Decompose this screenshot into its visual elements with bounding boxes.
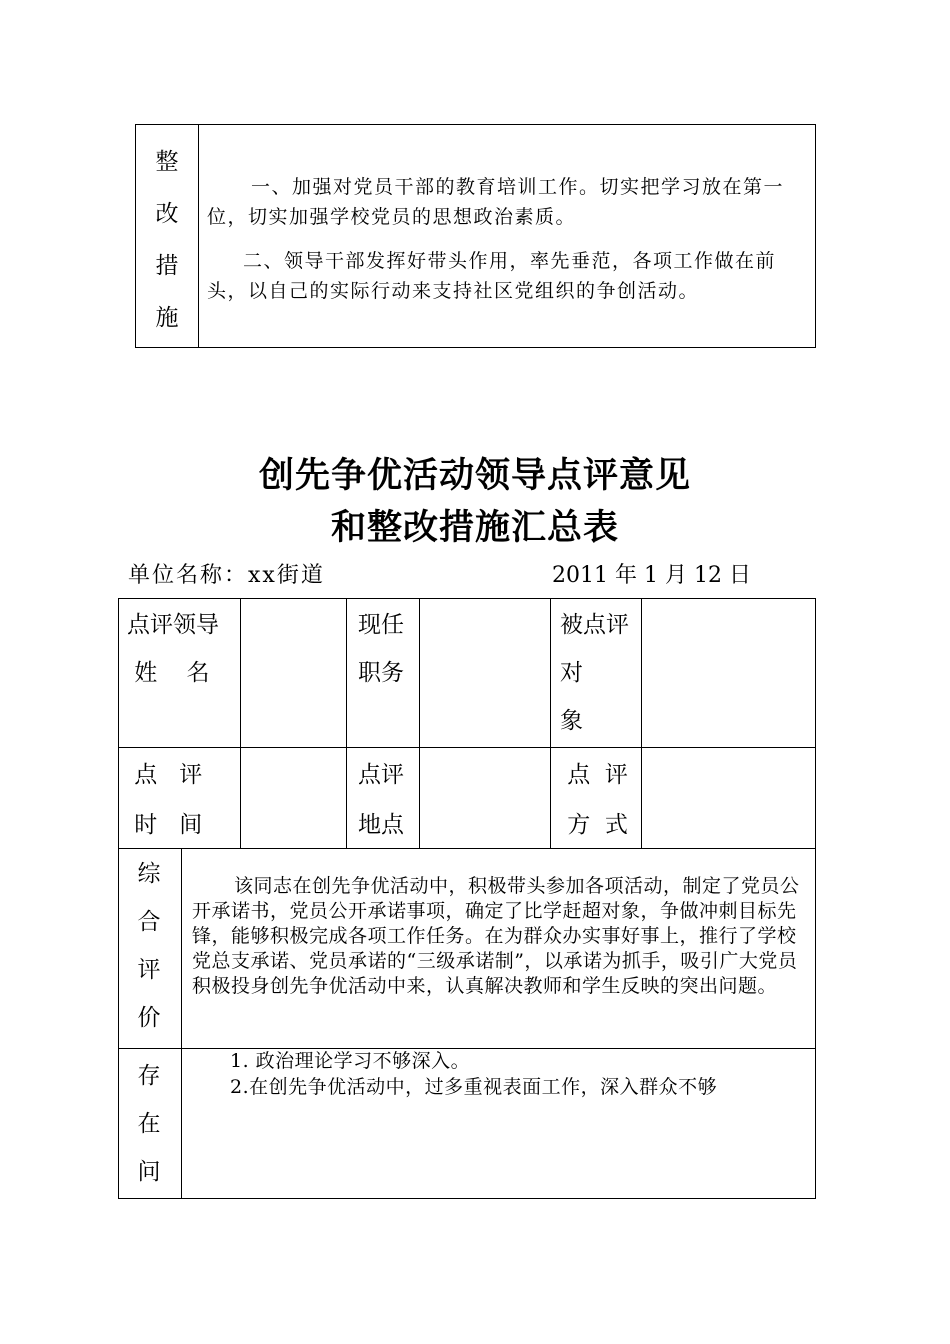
label-line: 对 bbox=[560, 660, 583, 686]
label-line: 点 评 bbox=[127, 762, 203, 788]
measures-paragraph-2: 二、领导干部发挥好带头作用，率先垂范，各项工作做在前头，以自己的实际行动来支持社区党组织的争创活动。 bbox=[207, 250, 777, 302]
problems-label bbox=[129, 1052, 169, 1196]
problems-label-char: 存 bbox=[137, 1063, 161, 1089]
measures-label-char: 施 bbox=[155, 305, 179, 331]
label-line: 职务 bbox=[358, 660, 404, 686]
form-col-divider bbox=[419, 598, 420, 848]
leader-name-label bbox=[127, 601, 219, 697]
problem-item-2: 2.在创先争优活动中，过多重视表面工作，深入群众不够 bbox=[230, 1076, 718, 1098]
measures-divider bbox=[198, 124, 199, 348]
report-date: 2011 年 1 月 12 日 bbox=[552, 563, 751, 588]
evaluation-label-char: 合 bbox=[137, 909, 161, 935]
measures-label-char: 措 bbox=[155, 253, 179, 279]
evaluation-label-char: 评 bbox=[137, 957, 161, 983]
review-place-label bbox=[358, 750, 404, 850]
label-line: 姓 名 bbox=[127, 660, 210, 686]
measures-label bbox=[147, 136, 187, 344]
label-line: 时 间 bbox=[127, 812, 203, 838]
label-line: 点 评 bbox=[560, 762, 628, 788]
measures-table bbox=[135, 124, 816, 348]
evaluation-label-char: 价 bbox=[137, 1005, 161, 1031]
position-label bbox=[358, 601, 404, 697]
form-row-divider bbox=[118, 848, 816, 849]
measures-label-char: 整 bbox=[155, 149, 179, 175]
label-line: 点评 bbox=[358, 762, 404, 788]
label-line: 被点评 bbox=[560, 612, 629, 638]
reviewee-label bbox=[560, 601, 629, 745]
form-col-divider bbox=[346, 598, 347, 848]
form-col-divider bbox=[550, 598, 551, 848]
form-col-divider bbox=[641, 598, 642, 848]
page-title-line-1: 创先争优活动领导点评意见 bbox=[258, 455, 691, 496]
form-col-divider bbox=[240, 598, 241, 848]
page-title-line-2: 和整改措施汇总表 bbox=[330, 507, 619, 548]
review-time-label bbox=[127, 750, 202, 850]
form-row-divider bbox=[118, 747, 816, 748]
evaluation-text: 该同志在创先争优活动中，积极带头参加各项活动，制定了党员公开承诺书，党员公开承诺事项，确定了比学赶超对象，争做冲刺目标先锋，能够积极完成各项工作任务。在为群众办实事好事上，推行了学校党总支承诺、党员承诺的“三级承诺制”，以承诺为抓手，吸引广大党员积极投身创先争优活动中来，认真解决教师和学生反映的突出问题。 bbox=[192, 875, 800, 997]
label-line: 象 bbox=[560, 708, 583, 734]
problems-label-char: 问 bbox=[137, 1159, 161, 1185]
evaluation-label-char: 综 bbox=[137, 861, 161, 887]
measures-label-char: 改 bbox=[155, 201, 179, 227]
form-col-divider bbox=[181, 848, 182, 1199]
review-method-label bbox=[560, 750, 628, 850]
label-line: 点评领导 bbox=[127, 612, 219, 638]
label-line: 现任 bbox=[358, 612, 404, 638]
label-line: 方 式 bbox=[560, 812, 628, 838]
problem-item-1: 1. 政治理论学习不够深入。 bbox=[230, 1050, 471, 1072]
problems-label-char: 在 bbox=[137, 1111, 161, 1137]
measures-paragraph-1: 一、加强对党员干部的教育培训工作。切实把学习放在第一位，切实加强学校党员的思想政治素质。 bbox=[207, 176, 785, 228]
evaluation-label bbox=[129, 850, 169, 1042]
unit-name: 单位名称：xx街道 bbox=[128, 563, 325, 588]
label-line: 地点 bbox=[358, 812, 404, 838]
